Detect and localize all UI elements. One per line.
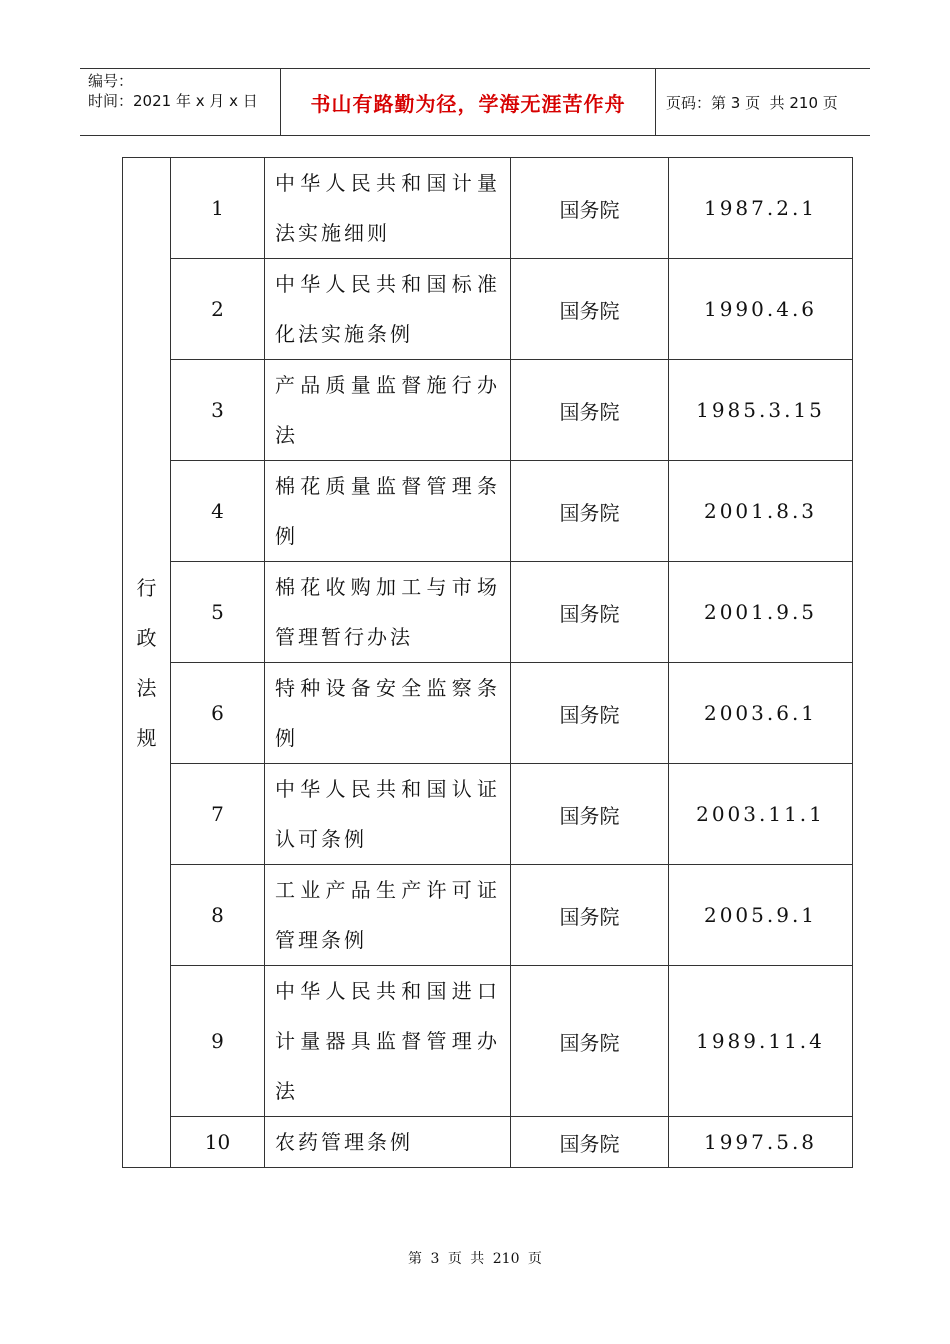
effective-date: 1990.4.6 (669, 259, 853, 360)
table-row (123, 1117, 853, 1168)
page-footer: 第 3 页 共 210 页 (408, 1251, 542, 1267)
row-number: 5 (171, 562, 265, 663)
header-motto: 书山有路勤为径，学海无涯苦作舟 (281, 69, 656, 135)
row-number: 10 (171, 1117, 265, 1168)
row-number: 1 (171, 158, 265, 259)
table-row (123, 865, 853, 966)
effective-date: 1987.2.1 (669, 158, 853, 259)
regulation-name: 特种设备安全监察条例 (265, 663, 511, 764)
issuing-authority: 国务院 (511, 360, 669, 461)
regulation-name: 工业产品生产许可证管理条例 (265, 865, 511, 966)
issuing-authority: 国务院 (511, 764, 669, 865)
issuing-authority: 国务院 (511, 966, 669, 1117)
regulation-name: 棉花质量监督管理条例 (265, 461, 511, 562)
header-page-info (656, 69, 870, 135)
issuing-authority: 国务院 (511, 259, 669, 360)
regulation-name: 中华人民共和国进口计量器具监督管理办法 (265, 966, 511, 1117)
page-header (80, 68, 870, 136)
row-number: 4 (171, 461, 265, 562)
effective-date: 2001.9.5 (669, 562, 853, 663)
time-label: 时间：2021 年 x 月 x 日 (88, 92, 258, 110)
table-row (123, 158, 853, 259)
row-number: 9 (171, 966, 265, 1117)
category-label: 行政法规 (136, 575, 157, 750)
table-row (123, 360, 853, 461)
row-number: 8 (171, 865, 265, 966)
issuing-authority: 国务院 (511, 158, 669, 259)
row-number: 3 (171, 360, 265, 461)
issuing-authority: 国务院 (511, 562, 669, 663)
regulation-name: 农药管理条例 (265, 1117, 511, 1168)
effective-date: 1989.11.4 (669, 966, 853, 1117)
effective-date: 2001.8.3 (669, 461, 853, 562)
effective-date: 2003.11.1 (669, 764, 853, 865)
effective-date: 2003.6.1 (669, 663, 853, 764)
regulations-table (122, 157, 853, 1168)
table-row (123, 966, 853, 1117)
table-row (123, 259, 853, 360)
issuing-authority: 国务院 (511, 663, 669, 764)
issuing-authority: 国务院 (511, 461, 669, 562)
table-row (123, 764, 853, 865)
regulations-table-body (123, 158, 853, 1168)
effective-date: 1997.5.8 (669, 1117, 853, 1168)
row-number: 6 (171, 663, 265, 764)
row-number: 7 (171, 764, 265, 865)
row-number: 2 (171, 259, 265, 360)
issuing-authority: 国务院 (511, 865, 669, 966)
header-meta (80, 69, 281, 135)
effective-date: 1985.3.15 (669, 360, 853, 461)
regulation-name: 中华人民共和国认证认可条例 (265, 764, 511, 865)
table-row (123, 663, 853, 764)
regulation-name: 中华人民共和国计量法实施细则 (265, 158, 511, 259)
regulation-name: 产品质量监督施行办法 (265, 360, 511, 461)
table-row (123, 461, 853, 562)
regulation-name: 棉花收购加工与市场管理暂行办法 (265, 562, 511, 663)
effective-date: 2005.9.1 (669, 865, 853, 966)
issuing-authority: 国务院 (511, 1117, 669, 1168)
table-row (123, 562, 853, 663)
page-info-text: 页码：第 3 页 共 210 页 (666, 93, 838, 112)
code-label: 编号： (88, 72, 134, 90)
category-cell (123, 158, 171, 1168)
regulation-name: 中华人民共和国标准化法实施条例 (265, 259, 511, 360)
